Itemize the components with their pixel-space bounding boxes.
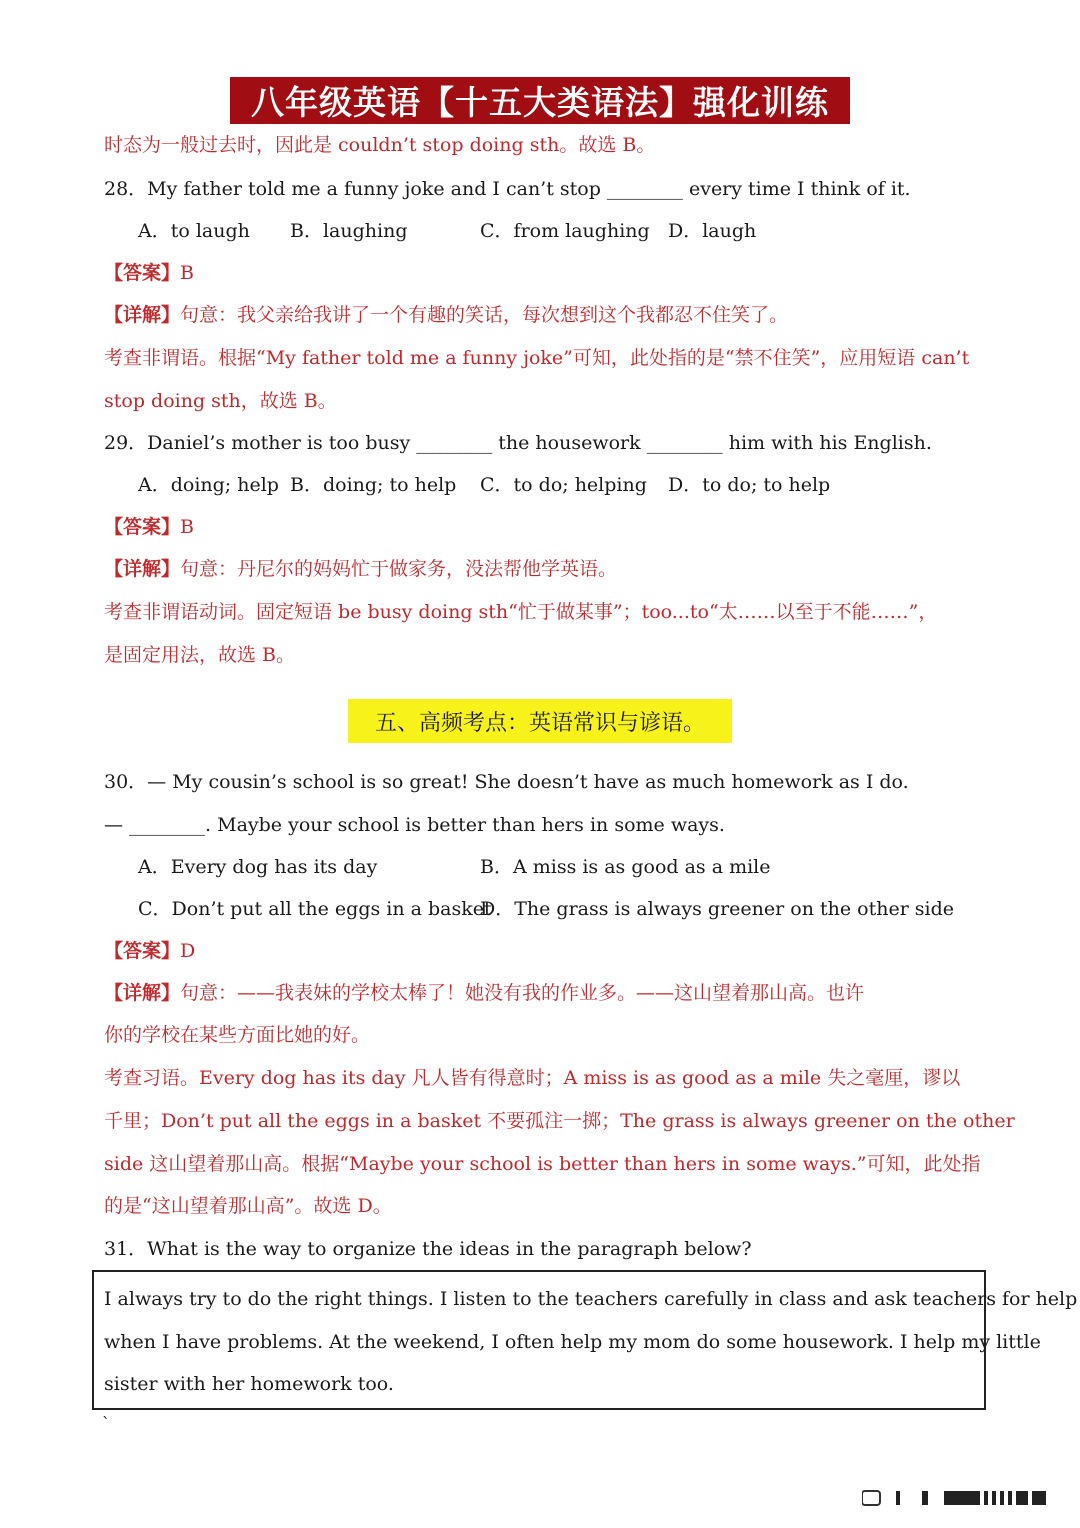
paragraph-line-3: sister with her homework too. (104, 1373, 394, 1395)
paragraph-line-2: when I have problems. At the weekend, I often help my mom do some housework. I help my little (104, 1331, 1041, 1353)
section-heading: 五、高频考点：英语常识与谚语。 (348, 699, 732, 743)
q30-option-d: D．The grass is always greener on the other side (480, 898, 955, 920)
question-28-stem: 28．My father told me a funny joke and I can’t stop ________ every time I think of it. (104, 178, 911, 200)
q30-option-b: B．A miss is as good as a mile (480, 856, 771, 878)
q28-answer (104, 264, 194, 283)
detail-tag: 【详解】 (104, 982, 181, 1004)
question-31-stem: 31．What is the way to organize the ideas in the paragraph below? (104, 1238, 752, 1260)
answer-tag: 【答案】 (104, 262, 181, 284)
q29-option-d: D．to do; to help (668, 474, 831, 496)
q30-analysis-line-1: 考查习语。Every dog has its day 凡人皆有得意时；A miss is as good as a mile 失之毫厘，谬以 (104, 1067, 961, 1089)
question-30-stem: 30．— My cousin’s school is so great! She doesn’t have as much homework as I do. (104, 771, 909, 793)
q30-analysis-line-3: side 这山望着那山高。根据“Maybe your school is better than hers in some ways.”可知，此处指 (104, 1153, 981, 1175)
answer-value: B (180, 262, 194, 284)
q28-detail (104, 306, 788, 325)
q29-analysis-line-1: 考查非谓语动词。固定短语 be busy doing sth“忙于做某事”；too...to“太……以至于不能……”， (104, 601, 938, 623)
q28-option-d: D．laugh (668, 220, 757, 242)
detail-tag: 【详解】 (104, 558, 181, 580)
q30-analysis-line-4: 的是“这山望着那山高”。故选 D。 (104, 1195, 392, 1217)
answer-value: B (180, 516, 194, 538)
q28-option-b: B．laughing (290, 220, 408, 242)
detail-text: 句意：丹尼尔的妈妈忙于做家务，没法帮他学英语。 (180, 558, 618, 580)
q30-answer (104, 942, 195, 961)
page-title: 八年级英语【十五大类语法】强化训练 (230, 77, 850, 124)
question-30-stem-2: — ________. Maybe your school is better than hers in some ways. (104, 814, 725, 836)
q30-detail (104, 984, 864, 1003)
question-29-stem: 29．Daniel’s mother is too busy ________ the housework ________ him with his English. (104, 432, 932, 454)
detail-text: 句意：——我表妹的学校太棒了！她没有我的作业多。——这山望着那山高。也许 (180, 982, 865, 1004)
scroll-indicator-icon[interactable] (862, 1488, 1062, 1508)
trailing-mark: ` (102, 1414, 110, 1433)
q29-option-c: C．to do; helping (480, 474, 647, 496)
q28-option-c: C．from laughing (480, 220, 650, 242)
detail-text: 句意：我父亲给我讲了一个有趣的笑话，每次想到这个我都忍不住笑了。 (180, 304, 789, 326)
prev-explanation-tail: 时态为一般过去时，因此是 couldn’t stop doing sth。故选 B。 (104, 134, 656, 156)
q30-analysis-line-2: 千里；Don’t put all the eggs in a basket 不要孤注一掷；The grass is always greener on the other (104, 1110, 1015, 1132)
q29-detail (104, 560, 617, 579)
answer-tag: 【答案】 (104, 940, 181, 962)
detail-tag: 【详解】 (104, 304, 181, 326)
q28-option-a: A．to laugh (138, 220, 250, 242)
q29-option-a: A．doing; help (138, 474, 279, 496)
q28-analysis-line-2: stop doing sth，故选 B。 (104, 390, 337, 412)
q29-option-b: B．doing; to help (290, 474, 457, 496)
q30-option-a: A．Every dog has its day (138, 856, 378, 878)
q28-analysis-line-1: 考查非谓语。根据“My father told me a funny joke”可知，此处指的是“禁不住笑”，应用短语 can’t (104, 347, 970, 369)
q29-analysis-line-2: 是固定用法，故选 B。 (104, 644, 296, 666)
paragraph-line-1: I always try to do the right things. I listen to the teachers carefully in class and ask teachers for help (104, 1288, 1078, 1310)
q29-answer (104, 518, 194, 537)
q30-detail-line-2: 你的学校在某些方面比她的好。 (104, 1024, 371, 1046)
q30-option-c: C．Don’t put all the eggs in a basket (138, 898, 492, 920)
answer-value: D (180, 940, 196, 962)
answer-tag: 【答案】 (104, 516, 181, 538)
